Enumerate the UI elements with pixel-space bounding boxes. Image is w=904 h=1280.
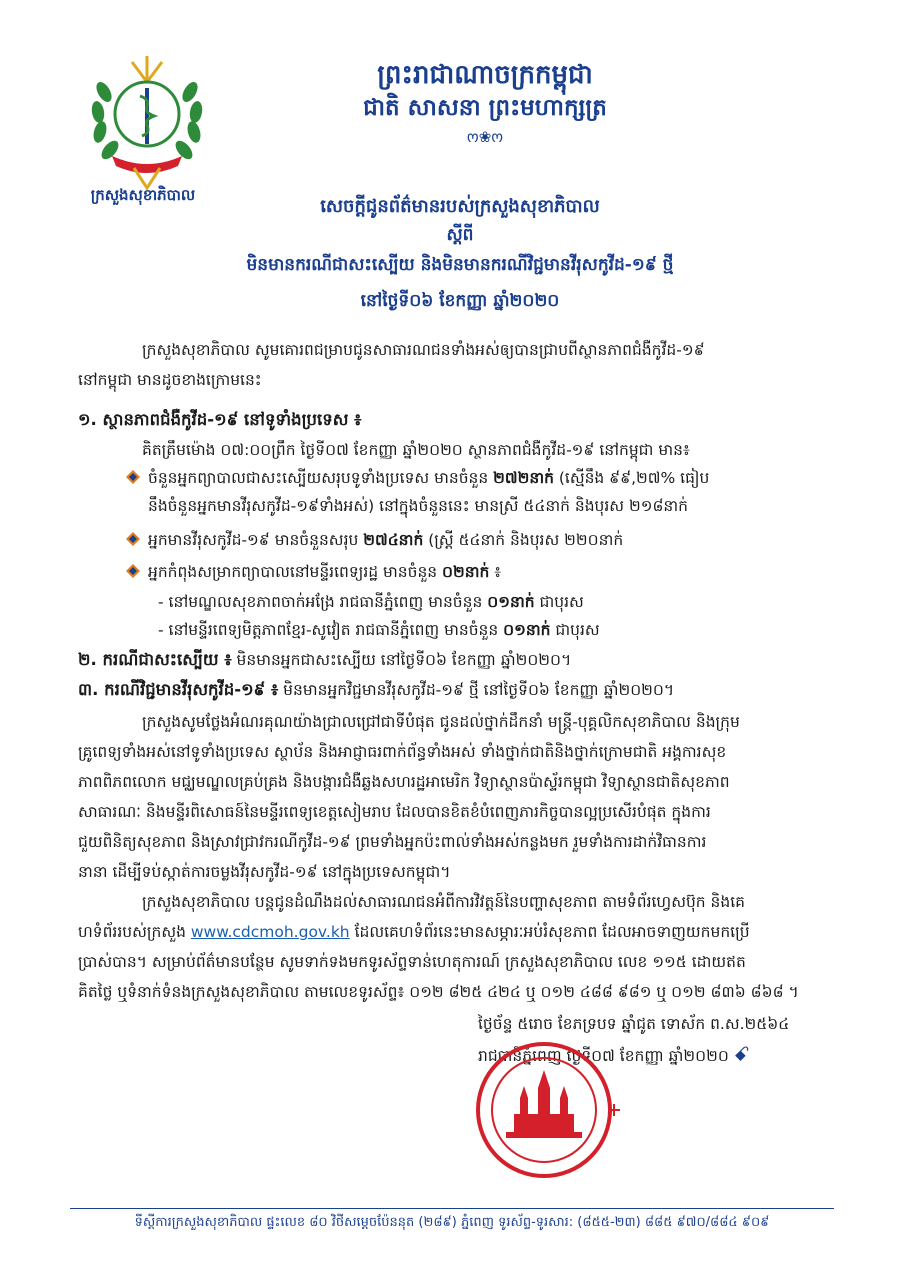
- intro-line-1: ក្រសួងសុខាភិបាល សូមគោរពជម្រាបជូនសាធារណជនទាំងអស់ឲ្យបានជ្រាបពីស្ថានភាពជំងឺកូវីដ-១៩: [142, 341, 705, 359]
- bullet-total-post: (ស្ត្រី ៥៤នាក់ និងបុរស ២២០នាក់: [423, 531, 624, 549]
- doc-title: សេចក្ដីជូនព័ត៌មានរបស់ក្រសួងសុខាភិបាល: [320, 196, 600, 217]
- bullet-recovered: [148, 468, 709, 488]
- sub-item-2-pre: - នៅមន្ទីរពេទ្យមិត្តភាពខ្មែរ-សូវៀត រាជធានីភ្នំពេញ មានចំនួន: [158, 621, 504, 639]
- ornament-divider: ო❀ო: [466, 128, 504, 146]
- bullet-treatment-post: ៖: [489, 563, 502, 581]
- doc-title-subject-label: ស្ដីពី: [446, 225, 474, 245]
- in-treatment-count: ០២នាក់: [442, 563, 490, 581]
- total-cases-count: ២៧៤នាក់: [363, 531, 424, 549]
- info-line-4: គិតថ្លៃ ឬទំនាក់ទំនងក្រសួងសុខាភិបាល តាមលេខទូរស័ព្ទ៖ ០១២ ៨២៥ ៤២៤ ឬ ០១២ ៤៨៨ ៩៨១ ឬ ០១២ ៨៣៦ ៨៦៨ ។: [78, 983, 799, 1001]
- ministry-seal-icon: [458, 1040, 630, 1180]
- section-3-heading: ៣. ករណីវិជ្ជមានវីរុសកូវីដ-១៩ ៖: [78, 680, 279, 699]
- section-2-text: មិនមានអ្នកជាសះស្បើយ នៅថ្ងៃទី០៦ ខែកញ្ញា ឆ្នាំ២០២០។: [231, 651, 572, 669]
- intro-line-2: នៅកម្ពុជា មានដូចខាងក្រោមនេះ: [78, 371, 262, 389]
- place-date-text: រាជធានីភ្នំពេញ ថ្ងៃទី០៧ ខែកញ្ញា ឆ្នាំ២០២០: [478, 1047, 729, 1065]
- recovered-count: ២៧២នាក់: [493, 469, 554, 487]
- section-3-text: មិនមានអ្នកវិជ្ជមានវីរុសកូវីដ-១៩ ថ្មី នៅថ្ងៃទី០៦ ខែកញ្ញា ឆ្នាំ២០២០។: [278, 681, 675, 699]
- sub-item-2-count: ០១នាក់: [503, 621, 551, 639]
- footer-address: ទីស្ដីការក្រសួងសុខាភិបាល ផ្ទះលេខ ៨០ វិថីសម្ដេចប៉ែននុត (២៨៩) ភ្នំពេញ ទូរស័ព្ទ-ទូរសារ: (៨៥៥-២៣) ៨៨៥ ៩៧០/៨៨៤ ៩០៩: [134, 1215, 770, 1230]
- thanks-line-1: ក្រសួងសូមថ្លែងអំណរគុណយ៉ាងជ្រាលជ្រៅជាទីបំផុត ជូនដល់ថ្នាក់ដឹកនាំ មន្ត្រី-បុគ្គលិកសុខាភិបាល និងក្រុម: [142, 713, 740, 731]
- thanks-line-5: ជួយពិនិត្យសុខភាព និងស្រាវជ្រាវករណីកូវីដ-១៩ ព្រមទាំងអ្នកប៉ះពាល់ទាំងអស់កន្លងមក រួមទាំងការដាក់វិធានការ: [78, 833, 707, 851]
- ministry-name: ក្រសួងសុខាភិបាល: [90, 186, 196, 204]
- cdc-website-link[interactable]: www.cdcmoh.gov.kh: [190, 923, 350, 941]
- thanks-line-2: គ្រូពេទ្យទាំងអស់នៅទូទាំងប្រទេស ស្ថាប័ន និងអាជ្ញាធរពាក់ព័ន្ធទាំងអស់ ទាំងថ្នាក់ជាតិនិងថ្នាក់ក្រោមជាតិ អង្គការសុខ: [78, 743, 727, 761]
- section-3: [78, 680, 674, 700]
- national-motto: ជាតិ សាសនា ព្រះមហាក្សត្រ: [363, 94, 607, 121]
- bullet-treatment-pre: អ្នកកំពុងសម្រាកព្យាបាលនៅមន្ទីរពេទ្យរដ្ឋ មានចំនួន: [148, 563, 443, 581]
- official-seal: [458, 1040, 630, 1180]
- bullet-recovered-line-2: នឹងចំនួនអ្នកមានវីរុសកូវីដ-១៩ទាំងអស់) នៅក្នុងចំនួននេះ មានស្រី ៥៤នាក់ និងបុរស ២១៨នាក់: [148, 497, 689, 515]
- bullet-diamond-icon: [126, 564, 140, 578]
- lunar-date: ថ្ងៃច័ន្ទ ៥រោច ខែភទ្របទ ឆ្នាំជូត ទោស័ក ព.ស.២៥៦៤: [478, 1015, 790, 1033]
- bullet-total-pre: អ្នកមានវីរុសកូវីដ-១៩ មានចំនួនសរុប: [148, 531, 364, 549]
- bullet-recovered-post: (ស្មើនឹង ៩៩,២៧% ធៀប: [553, 469, 710, 487]
- section-1-heading: ១. ស្ថានភាពជំងឺកូវីដ-១៩ នៅទូទាំងប្រទេស ៖: [78, 410, 362, 429]
- thanks-line-3: ភាពពិភពលោក មជ្ឈមណ្ឌលគ្រប់គ្រង និងបង្ការជំងឺឆ្លងសហរដ្ឋអាមេរិក វិទ្យាស្ថានប៉ាស្ទ័រកម្ពុជា វិទ្យាស្ថានជាតិសុខភាព: [78, 773, 730, 791]
- bullet-total-cases: [148, 530, 623, 550]
- sub-item-1-post: ជាបុរស: [534, 593, 584, 611]
- ministry-logo: [82, 52, 212, 192]
- sub-item-khmer-soviet: [158, 620, 600, 640]
- info-line-2-post: ដែលគេហទំព័រនេះមានសម្ភារៈអប់រំសុខភាព ដែលអាចទាញយកមកប្រើ: [349, 923, 750, 941]
- info-line-3: ប្រាស់បាន។ សម្រាប់ព័ត៌មានបន្ថែម សូមទាក់ទងមកទូរស័ព្ទទាន់ហេតុការណ៍ ក្រសួងសុខាភិបាល លេខ ១១៥ ដោយឥត: [78, 953, 746, 971]
- bullet-diamond-icon: [126, 532, 140, 546]
- kingdom-title: ព្រះរាជាណាចក្រកម្ពុជា: [377, 60, 593, 90]
- sub-item-1-count: ០១នាក់: [487, 593, 535, 611]
- bullet-in-treatment: [148, 562, 501, 582]
- doc-subject: មិនមានករណីជាសះស្បើយ និងមិនមានករណីវិជ្ជមានវីរុសកូវីដ-១៩ ថ្មី: [246, 255, 674, 275]
- bullet-recovered-pre: ចំនួនអ្នកព្យាបាលជាសះស្បើយសរុបទូទាំងប្រទេស មានចំនួន: [148, 469, 494, 487]
- footer-divider: [70, 1208, 834, 1209]
- thanks-line-6: នានា ដើម្បីទប់ស្កាត់ការចម្លងវីរុសកូវីដ-១៩ នៅក្នុងប្រទេសកម្ពុជា។: [78, 863, 451, 881]
- sub-item-1-pre: - នៅមណ្ឌលសុខភាពចាក់អង្រែ រាជធានីភ្នំពេញ មានចំនួន: [158, 593, 488, 611]
- thanks-line-4: សាធារណៈ និងមន្ទីរពិសោធន៍នៃមន្ទីរពេទ្យខេត្តសៀមរាប ដែលបានខិតខំបំពេញភារកិច្ចបានល្អប្រសើរបំផុត ក្នុងការ: [78, 803, 711, 821]
- info-line-2: [78, 922, 750, 942]
- handwritten-initial: ꗃ: [733, 1042, 750, 1066]
- section-2: [78, 650, 571, 670]
- sub-item-chak-angre: [158, 592, 584, 612]
- section-1-lead: គិតត្រឹមម៉ោង ០៧:០០ព្រឹក ថ្ងៃទី០៧ ខែកញ្ញា ឆ្នាំ២០២០ ស្ថានភាពជំងឺកូវីដ-១៩ នៅកម្ពុជា មាន៖: [142, 441, 690, 459]
- info-line-1: ក្រសួងសុខាភិបាល បន្តជូនដំណឹងដល់សាធារណជនអំពីការវិវត្តន៍នៃបញ្ហាសុខភាព តាមទំព័រហ្វេសប៊ុក និងគេ: [142, 893, 745, 911]
- sub-item-2-post: ជាបុរស: [550, 621, 600, 639]
- section-2-heading: ២. ករណីជាសះស្បើយ ៖: [78, 650, 232, 669]
- bullet-diamond-icon: [126, 470, 140, 484]
- info-line-2-pre: ហទំព័ររបស់ក្រសួង: [78, 923, 191, 941]
- doc-date: នៅថ្ងៃទី០៦ ខែកញ្ញា ឆ្នាំ២០២០: [360, 291, 560, 311]
- ministry-emblem-icon: [82, 52, 212, 192]
